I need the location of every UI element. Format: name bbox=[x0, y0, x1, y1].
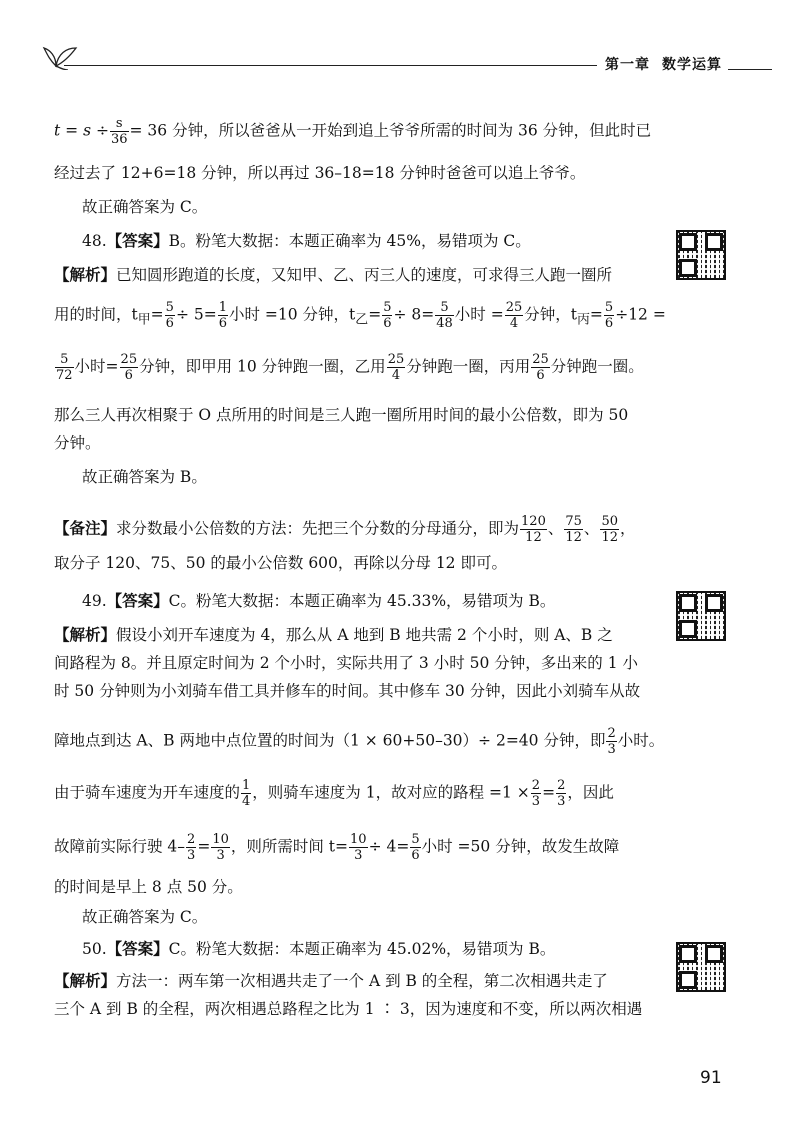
fraction: $\frac{10}{3}$ bbox=[350, 832, 367, 863]
text-line: 故障前实际行驶 4– $\frac{2}{3}$ = $\frac{10}{3}$ ，则所需时间 t= $\frac{10}{3}$ ÷ 4= $\frac{5}{6}$ 小时 =50 分钟，故发生故障 bbox=[54, 832, 620, 863]
qr-code-q49[interactable] bbox=[676, 591, 726, 641]
conclusion-text: 故正确答案为 C。 bbox=[82, 908, 208, 926]
conclusion-text: 故正确答案为 C。 bbox=[82, 198, 208, 216]
fraction: $\frac{s}{36}$ bbox=[110, 116, 128, 147]
fraction: $\frac{25}{6}$ bbox=[120, 352, 138, 383]
text-line: 间路程为 8。并且原定时间为 2 个小时，实际共用了 3 小时 50 分钟，多出来的 1 小 bbox=[54, 654, 639, 672]
qr-code-q50[interactable] bbox=[676, 942, 726, 992]
chapter-header bbox=[597, 54, 728, 74]
fraction: $\frac{50}{12}$ bbox=[601, 514, 618, 545]
fraction: $\frac{25}{4}$ bbox=[387, 352, 405, 383]
q49-analysis-line: 【解析】假设小刘开车速度为 4，那么从 A 地到 B 地共需 2 个小时，则 A、B 之 bbox=[54, 626, 613, 644]
fraction: $\frac{5}{6}$ bbox=[604, 300, 614, 331]
fraction: $\frac{5}{72}$ bbox=[56, 352, 73, 383]
text-line: 的时间是早上 8 点 50 分。 bbox=[54, 878, 243, 896]
text-line: 时 50 分钟则为小刘骑车借工具并修车的时间。其中修车 30 分钟，因此小刘骑车从故 bbox=[54, 682, 641, 700]
fraction: $\frac{2}{3}$ bbox=[607, 726, 616, 757]
text-line: $\frac{5}{72}$ 小时= $\frac{25}{6}$ 分钟，即甲用 10 分钟跑一圈，乙用 $\frac{25}{4}$ 分钟跑一圈，丙用 $\frac{25}{6}$ 分钟跑一圈。 bbox=[56, 352, 644, 383]
q48-analysis-line: 【解析】已知圆形跑道的长度，又知甲、乙、丙三人的速度，可求得三人跑一圈所 bbox=[54, 266, 613, 284]
text-line: 用的时间，$t_甲=$ $\frac{5}{6}$ ÷ 5= $\frac{1}{6}$ 小时 =10 分钟，$t_乙=$ $\frac{5}{6}$ ÷ 8= $\frac{5}{48}$ 小时 = $\frac{25}{4}$ 分钟，$t_丙=$ $\frac{5}{6}$ ÷12 = bbox=[54, 300, 666, 331]
fraction: $\frac{5}{6}$ bbox=[165, 300, 174, 331]
fraction: $\frac{2}{3}$ bbox=[557, 778, 566, 809]
text-line: 那么三人再次相聚于 O 点所用的时间是三人跑一圈所用时间的最小公倍数，即为 50 bbox=[54, 406, 629, 424]
text-line: 分钟。 bbox=[54, 434, 101, 452]
fraction: $\frac{2}{3}$ bbox=[187, 832, 196, 863]
q50-analysis-line: 【解析】方法一：两车第一次相遇共走了一个 A 到 B 的全程，第二次相遇共走了 bbox=[54, 972, 608, 990]
text-line: t = s ÷ $\frac{s}{36}$ = 36 分钟，所以爸爸从一开始到追上爷爷所需的时间为 36 分钟，但此时已 bbox=[54, 116, 652, 147]
fraction: $\frac{5}{6}$ bbox=[383, 300, 392, 331]
q49-answer-line: 49.【答案】C。粉笔大数据：本题正确率为 45.33%，易错项为 B。 bbox=[82, 592, 556, 610]
text-line: 三个 A 到 B 的全程，两次相遇总路程之比为 1 ∶ 3，因为速度和不变，所以两次相遇 bbox=[54, 1000, 643, 1018]
note-line: 【备注】求分数最小公倍数的方法：先把三个分数的分母通分，即为 $\frac{120}{12}$ 、 $\frac{75}{12}$ 、 $\frac{50}{12}$ ， bbox=[54, 514, 636, 545]
fraction: $\frac{1}{4}$ bbox=[242, 778, 251, 809]
chapter-label: 第一章 bbox=[605, 57, 650, 73]
q50-answer-line: 50.【答案】C。粉笔大数据：本题正确率为 45.02%，易错项为 B。 bbox=[82, 940, 556, 958]
fraction: $\frac{25}{4}$ bbox=[505, 300, 523, 331]
conclusion-text: 故正确答案为 B。 bbox=[82, 468, 207, 486]
fraction: $\frac{2}{3}$ bbox=[531, 778, 541, 809]
fraction: $\frac{25}{6}$ bbox=[532, 352, 549, 383]
fraction: $\frac{75}{12}$ bbox=[565, 514, 582, 545]
qr-code-q48[interactable] bbox=[676, 230, 726, 280]
fraction: $\frac{1}{6}$ bbox=[218, 300, 227, 331]
text-line: 障地点到达 A、B 两地中点位置的时间为（1 × 60+50–30）÷ 2=40 分钟，即 $\frac{2}{3}$ 小时。 bbox=[54, 726, 665, 757]
text-line: 取分子 120、75、50 的最小公倍数 600，再除以分母 12 即可。 bbox=[54, 554, 507, 572]
q48-answer-line: 48.【答案】B。粉笔大数据：本题正确率为 45%，易错项为 C。 bbox=[82, 232, 531, 250]
fraction: $\frac{5}{6}$ bbox=[411, 832, 420, 863]
fraction: $\frac{10}{3}$ bbox=[212, 832, 229, 863]
fraction: $\frac{120}{12}$ bbox=[521, 514, 546, 545]
text-line: 经过去了 12+6=18 分钟，所以再过 36–18=18 分钟时爸爸可以追上爷爷。 bbox=[54, 164, 586, 182]
page-number: 91 bbox=[700, 1068, 722, 1088]
section-label: 数学运算 bbox=[662, 57, 722, 73]
fraction: $\frac{5}{48}$ bbox=[436, 300, 453, 331]
text-line: 由于骑车速度为开车速度的 $\frac{1}{4}$ ，则骑车速度为 1，故对应的路程 =1 × $\frac{2}{3}$ = $\frac{2}{3}$ ，因此 bbox=[54, 778, 614, 809]
header-rule-tail bbox=[728, 69, 772, 70]
